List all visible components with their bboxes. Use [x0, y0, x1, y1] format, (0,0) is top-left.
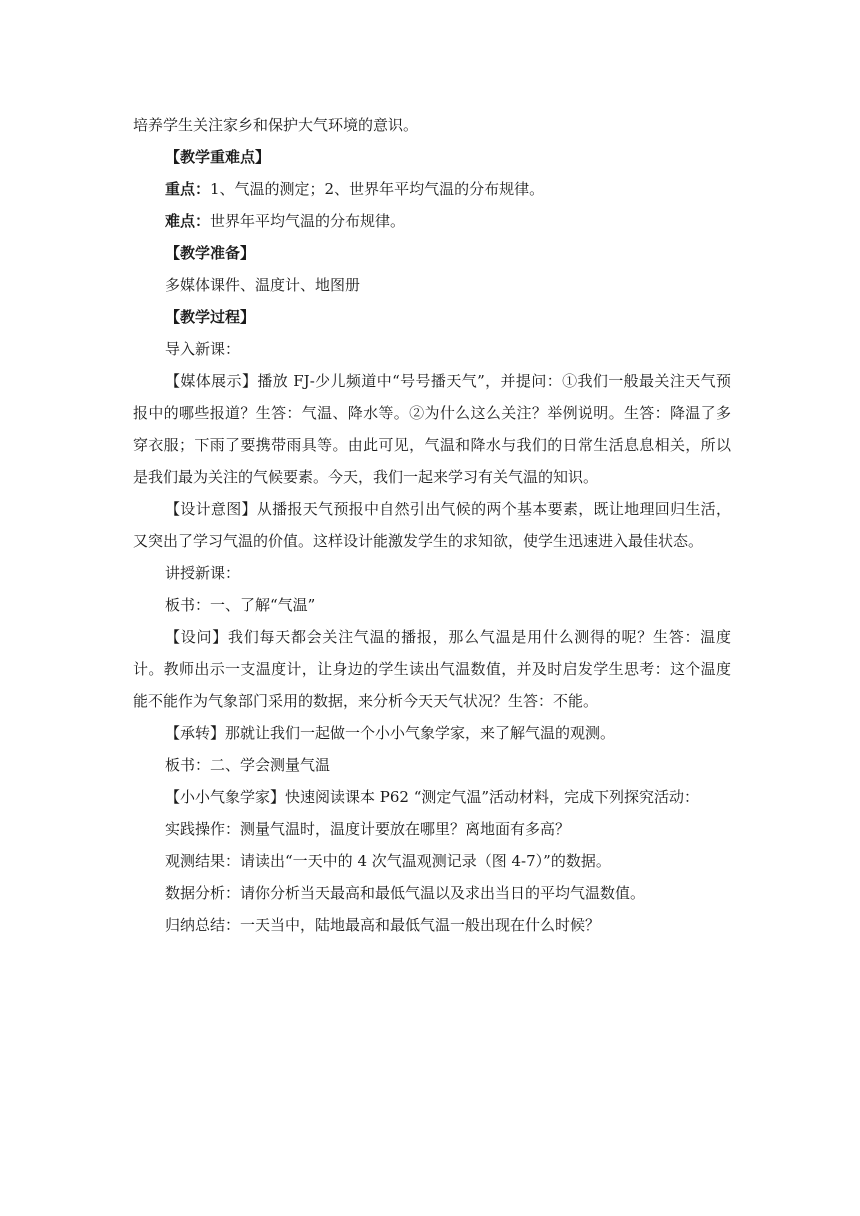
paragraph-summary: 归纳总结：一天当中，陆地最高和最低气温一般出现在什么时候？	[165, 916, 601, 934]
paragraph-preparation: 多媒体课件、温度计、地图册	[165, 276, 361, 294]
key-point-label: 重点：	[165, 180, 211, 198]
paragraph-key-point	[133, 173, 731, 205]
key-point-text: 1、气温的测定；2、世界年平均气温的分布规律。	[210, 180, 545, 198]
paragraph-board-2: 板书：二、学会测量气温	[165, 756, 331, 774]
difficulty-text: 世界年平均气温的分布规律。	[210, 212, 406, 230]
document-body	[133, 109, 731, 941]
paragraph-transition: 【承转】那就让我们一起做一个小小气象学家，来了解气温的观测。	[165, 724, 616, 742]
paragraph-question: 【设问】我们每天都会关注气温的播报，那么气温是用什么测得的呢？生答：温度计。教师出示一支温度计，让身边的学生读出气温数值，并及时启发学生思考：这个温度能不能作为气象部门采用的数据，来分析今天天气状况？生答：不能。	[133, 628, 731, 710]
paragraph-goal: 培养学生关注家乡和保护大气环境的意识。	[133, 116, 419, 134]
paragraph-design: 【设计意图】从播报天气预报中自然引出气候的两个基本要素，既让地理回归生活，又突出了学习气温的价值。这样设计能激发学生的求知欲，使学生迅速进入最佳状态。	[133, 500, 731, 550]
paragraph-intro: 导入新课：	[165, 340, 241, 358]
paragraph-new-lesson: 讲授新课：	[165, 564, 241, 582]
heading-preparation: 【教学准备】	[165, 244, 256, 262]
paragraph-meteorologist: 【小小气象学家】快速阅读课本 P62 “测定气温”活动材料，完成下列探究活动：	[165, 788, 700, 806]
paragraph-practice: 实践操作：测量气温时，温度计要放在哪里？离地面有多高？	[165, 820, 571, 838]
paragraph-media: 【媒体展示】播放 FJ-少儿频道中“号号播天气”，并提问：①我们一般最关注天气预报中的哪些报道？生答：气温、降水等。②为什么这么关注？举例说明。生答：降温了多穿衣服；下雨了要携带雨具等。由此可见，气温和降水与我们的日常生活息息相关，所以是我们最为关注的气候要素。今天，我们一起来学习有关气温的知识。	[133, 372, 731, 486]
paragraph-board-1: 板书：一、了解“气温”	[165, 596, 316, 614]
paragraph-analysis: 数据分析：请你分析当天最高和最低气温以及求出当日的平均气温数值。	[165, 884, 646, 902]
paragraph-observe: 观测结果：请读出“一天中的 4 次气温观测记录（图 4-7）”的数据。	[165, 852, 611, 870]
heading-key-points: 【教学重难点】	[165, 148, 271, 166]
difficulty-label: 难点：	[165, 212, 211, 230]
paragraph-difficulty	[133, 205, 731, 237]
heading-process: 【教学过程】	[165, 308, 256, 326]
